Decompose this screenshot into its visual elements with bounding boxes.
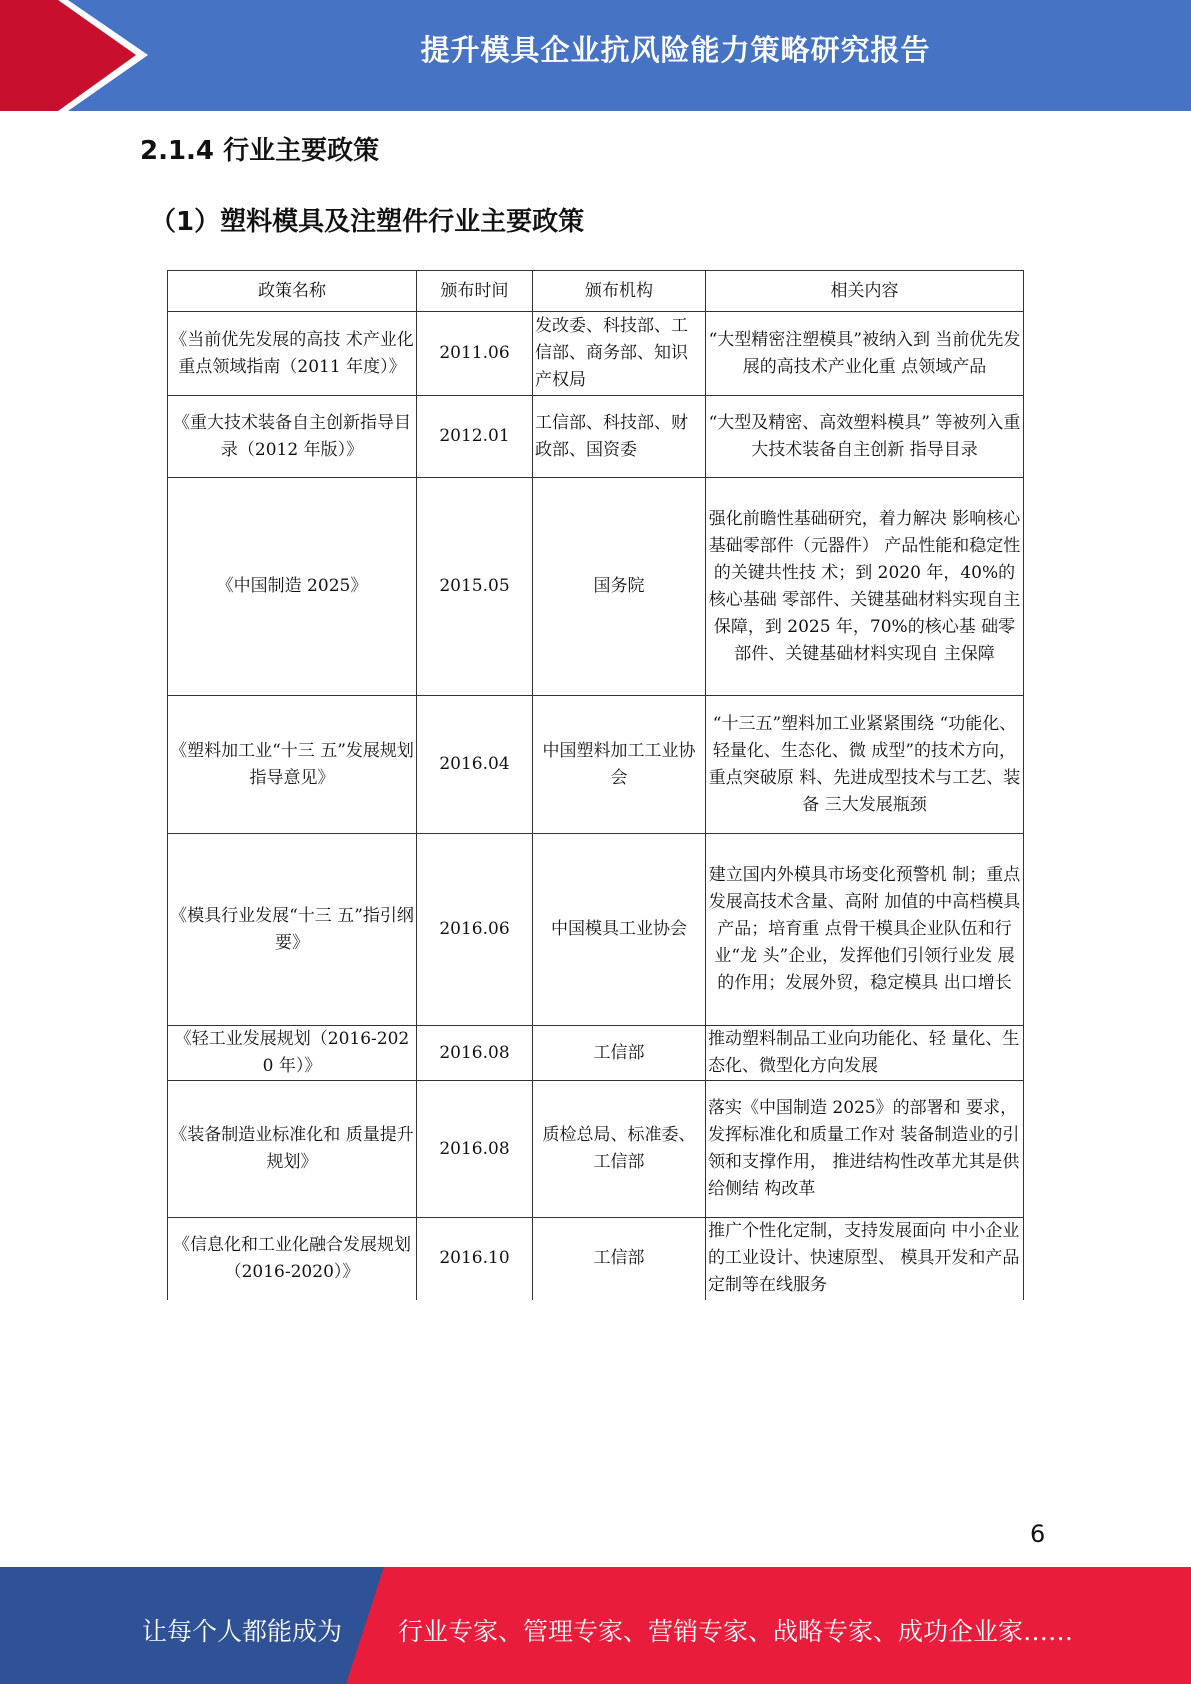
header-band bbox=[0, 0, 1191, 111]
agency-cell: 工信部 bbox=[533, 1218, 706, 1300]
footer-band bbox=[0, 1567, 1191, 1684]
page-number: 6 bbox=[1030, 1520, 1046, 1548]
table-row bbox=[168, 1081, 1024, 1218]
content-cell: “大型精密注塑模具”被纳入到 当前优先发展的高技术产业化重 点领域产品 bbox=[706, 312, 1024, 396]
table-row bbox=[168, 478, 1024, 696]
date-cell: 2011.06 bbox=[417, 312, 533, 396]
policy-name-cell: 《轻工业发展规划（2016-2020 年）》 bbox=[168, 1026, 417, 1081]
agency-cell: 发改委、科技部、工信部、商务部、知识产权局 bbox=[533, 312, 706, 396]
policy-table bbox=[167, 270, 1024, 1300]
section-heading: 2.1.4 行业主要政策 bbox=[140, 136, 380, 166]
table-row bbox=[168, 1218, 1024, 1300]
date-cell: 2016.04 bbox=[417, 696, 533, 834]
agency-cell: 质检总局、标准委、工信部 bbox=[533, 1081, 706, 1218]
table-row bbox=[168, 396, 1024, 478]
table-row bbox=[168, 1026, 1024, 1081]
content-cell: 推广个性化定制，支持发展面向 中小企业的工业设计、快速原型、 模具开发和产品定制等在线服务 bbox=[706, 1218, 1024, 1300]
policy-name-cell: 《装备制造业标准化和 质量提升规划》 bbox=[168, 1081, 417, 1218]
agency-cell: 中国模具工业协会 bbox=[533, 834, 706, 1026]
date-cell: 2012.01 bbox=[417, 396, 533, 478]
report-title: 提升模具企业抗风险能力策略研究报告 bbox=[420, 33, 931, 67]
agency-cell: 工信部 bbox=[533, 1026, 706, 1081]
col-header-date: 颁布时间 bbox=[417, 271, 533, 312]
table-row bbox=[168, 834, 1024, 1026]
agency-cell: 工信部、科技部、财政部、国资委 bbox=[533, 396, 706, 478]
date-cell: 2016.08 bbox=[417, 1026, 533, 1081]
content-cell: “大型及精密、高效塑料模具” 等被列入重大技术装备自主创新 指导目录 bbox=[706, 396, 1024, 478]
date-cell: 2016.08 bbox=[417, 1081, 533, 1218]
footer-slogan-left: 让每个人都能成为 bbox=[142, 1617, 343, 1646]
sub-heading: （1）塑料模具及注塑件行业主要政策 bbox=[150, 207, 585, 237]
date-cell: 2016.10 bbox=[417, 1218, 533, 1300]
chevron-arrow-icon bbox=[0, 0, 150, 111]
content-cell: 推动塑料制品工业向功能化、轻 量化、生态化、微型化方向发展 bbox=[706, 1026, 1024, 1081]
policy-name-cell: 《中国制造 2025》 bbox=[168, 478, 417, 696]
table-row bbox=[168, 696, 1024, 834]
date-cell: 2016.06 bbox=[417, 834, 533, 1026]
col-header-agency: 颁布机构 bbox=[533, 271, 706, 312]
policy-name-cell: 《模具行业发展“十三 五”指引纲要》 bbox=[168, 834, 417, 1026]
content-cell: 强化前瞻性基础研究，着力解决 影响核心基础零部件（元器件） 产品性能和稳定性的关键共性技 术；到 2020 年，40%的核心基础 零部件、关键基础材料实现自主 保障，到 2025 年，70%的核心基 础零部件、关键基础材料实现自 主保障 bbox=[706, 478, 1024, 696]
footer-slogan-right: 行业专家、管理专家、营销专家、战略专家、成功企业家…… bbox=[398, 1617, 1074, 1646]
content-cell: 建立国内外模具市场变化预警机 制；重点发展高技术含量、高附 加值的中高档模具产品；培育重 点骨干模具企业队伍和行业“龙 头”企业，发挥他们引领行业发 展的作用；发展外贸，稳定模具 出口增长 bbox=[706, 834, 1024, 1026]
agency-cell: 中国塑料加工工业协会 bbox=[533, 696, 706, 834]
policy-name-cell: 《塑料加工业“十三 五”发展规划指导意见》 bbox=[168, 696, 417, 834]
date-cell: 2015.05 bbox=[417, 478, 533, 696]
table-header-row bbox=[168, 271, 1024, 312]
agency-cell: 国务院 bbox=[533, 478, 706, 696]
col-header-policy-name: 政策名称 bbox=[168, 271, 417, 312]
policy-name-cell: 《当前优先发展的高技 术产业化重点领域指南（2011 年度）》 bbox=[168, 312, 417, 396]
col-header-content: 相关内容 bbox=[706, 271, 1024, 312]
policy-name-cell: 《信息化和工业化融合发展规划（2016-2020）》 bbox=[168, 1218, 417, 1300]
table-row bbox=[168, 312, 1024, 396]
content-cell: 落实《中国制造 2025》的部署和 要求，发挥标准化和质量工作对 装备制造业的引领和支撑作用， 推进结构性改革尤其是供给侧结 构改革 bbox=[706, 1081, 1024, 1218]
content-cell: “十三五”塑料加工业紧紧围绕 “功能化、轻量化、生态化、微 成型”的技术方向，重点突破原 料、先进成型技术与工艺、装备 三大发展瓶颈 bbox=[706, 696, 1024, 834]
policy-name-cell: 《重大技术装备自主创新指导目录（2012 年版）》 bbox=[168, 396, 417, 478]
